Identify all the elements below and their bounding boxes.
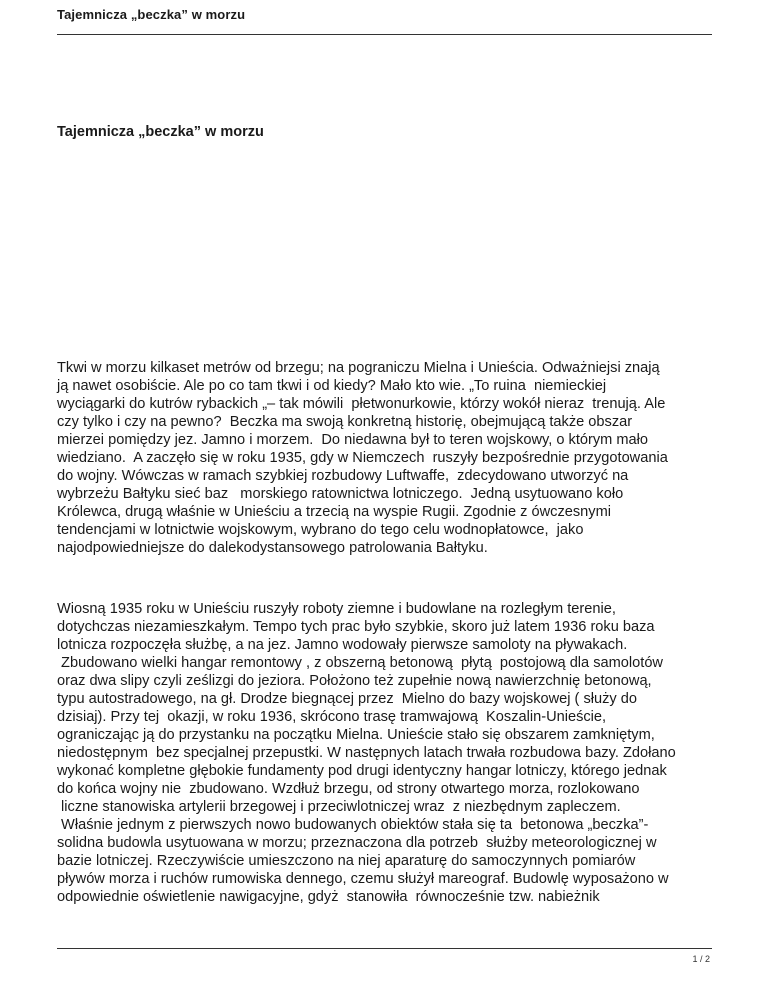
paragraph-line: wybrzeżu Bałtyku sieć baz morskiego ratownictwa lotniczego. Jedną usytuowano koło [57,486,624,502]
paragraph-line: liczne stanowiska artylerii brzegowej i przeciwlotniczej wraz z niezbędnym zapleczem. [57,799,621,815]
paragraph-line: pływów morza i ruchów rumowiska dennego, czemu służył mareograf. Budowlę wyposażono w [57,871,669,887]
paragraph-line: oraz dwa slipy czyli ześlizgi do jeziora. Położono też zupełnie nową nawierzchnię betonową, [57,673,652,689]
paragraph-line: bazie lotniczej. Rzeczywiście umieszczono na niej aparaturę do samoczynnych pomiarów [57,853,636,869]
paragraph-line: czy tylko i czy na pewno? Beczka ma swoją konkretną historię, obejmującą także obszar [57,414,633,430]
paragraph-line: Zbudowano wielki hangar remontowy , z obszerną betonową płytą postojową dla samolotów [57,655,663,671]
paragraph-line: dzisiaj). Przy tej okazji, w roku 1936, skrócono trasę tramwajową Koszalin-Unieście, [57,709,607,725]
paragraph-line: najodpowiedniejsze do dalekodystansowego patrolowania Bałtyku. [57,540,488,556]
footer-divider [57,948,712,949]
paragraph-line: wykonać kompletne głębokie fundamenty pod drugi identyczny hangar lotniczy, którego jednak [57,763,667,779]
paragraph-line: lotnicza rozpoczęła służbę, a na jez. Jamno wodowały pierwsze samoloty na pływakach. [57,637,628,653]
paragraph-line: typu autostradowego, na gł. Drodze biegnącej przez Mielno do bazy wojskowej ( służy do [57,691,638,707]
paragraph-1 [57,359,717,557]
paragraph-line: ją nawet osobiście. Ale po co tam tkwi i od kiedy? Mało kto wie. „To ruina niemieckiej [57,378,607,394]
header-divider [57,34,712,35]
paragraph-2 [57,600,717,906]
paragraph-line: odpowiednie oświetlenie nawigacyjne, gdyż stanowiła równocześnie tzw. nabieżnik [57,889,600,905]
paragraph-line: solidna budowla usytuowana w morzu; przeznaczona dla potrzeb służby meteorologicznej w [57,835,657,851]
paragraph-line: tendencjami w lotnictwie wojskowym, wybrano do tego celu wodnopłatowce, jako [57,522,584,538]
paragraph-line: Właśnie jednym z pierwszych nowo budowanych obiektów stała się ta betonowa „beczka”- [57,817,649,833]
paragraph-line: Wiosną 1935 roku w Unieściu ruszyły roboty ziemne i budowlane na rozległym terenie, [57,601,616,617]
page-number: 1 / 2 [692,954,710,964]
paragraph-line: do końca wojny nie zbudowano. Wzdłuż brzegu, od strony otwartego morza, rozlokowano [57,781,640,797]
paragraph-line: niedostępnym bez specjalnej przepustki. W następnych latach trwała rozbudowa bazy. Zdołano [57,745,676,761]
paragraph-line: do wojny. Wówczas w ramach szybkiej rozbudowy Luftwaffe, zdecydowano utworzyć na [57,468,629,484]
document-title: Tajemnicza „beczka” w morzu [57,124,264,140]
paragraph-line: mierzei pomiędzy jez. Jamno i morzem. Do niedawna był to teren wojskowy, o którym mało [57,432,648,448]
running-header-title: Tajemnicza „beczka” w morzu [57,7,246,22]
paragraph-line: Tkwi w morzu kilkaset metrów od brzegu; na pograniczu Mielna i Unieścia. Odważniejsi znają [57,360,660,376]
paragraph-line: wyciągarki do kutrów rybackich „– tak mówili płetwonurkowie, którzy wokół nieraz trenują. Ale [57,396,666,412]
paragraph-line: Królewca, drugą właśnie w Unieściu a trzecią na wyspie Rugii. Zgodnie z ówczesnymi [57,504,611,520]
paragraph-line: ograniczając ją do przystanku na początku Mielna. Unieście stało się obszarem zamkniętym, [57,727,655,743]
paragraph-line: wiedziano. A zaczęło się w roku 1935, gdy w Niemczech ruszyły bezpośrednie przygotowania [57,450,668,466]
paragraph-line: dotychczas niezamieszkałym. Tempo tych prac było szybkie, skoro już latem 1936 roku baza [57,619,655,635]
